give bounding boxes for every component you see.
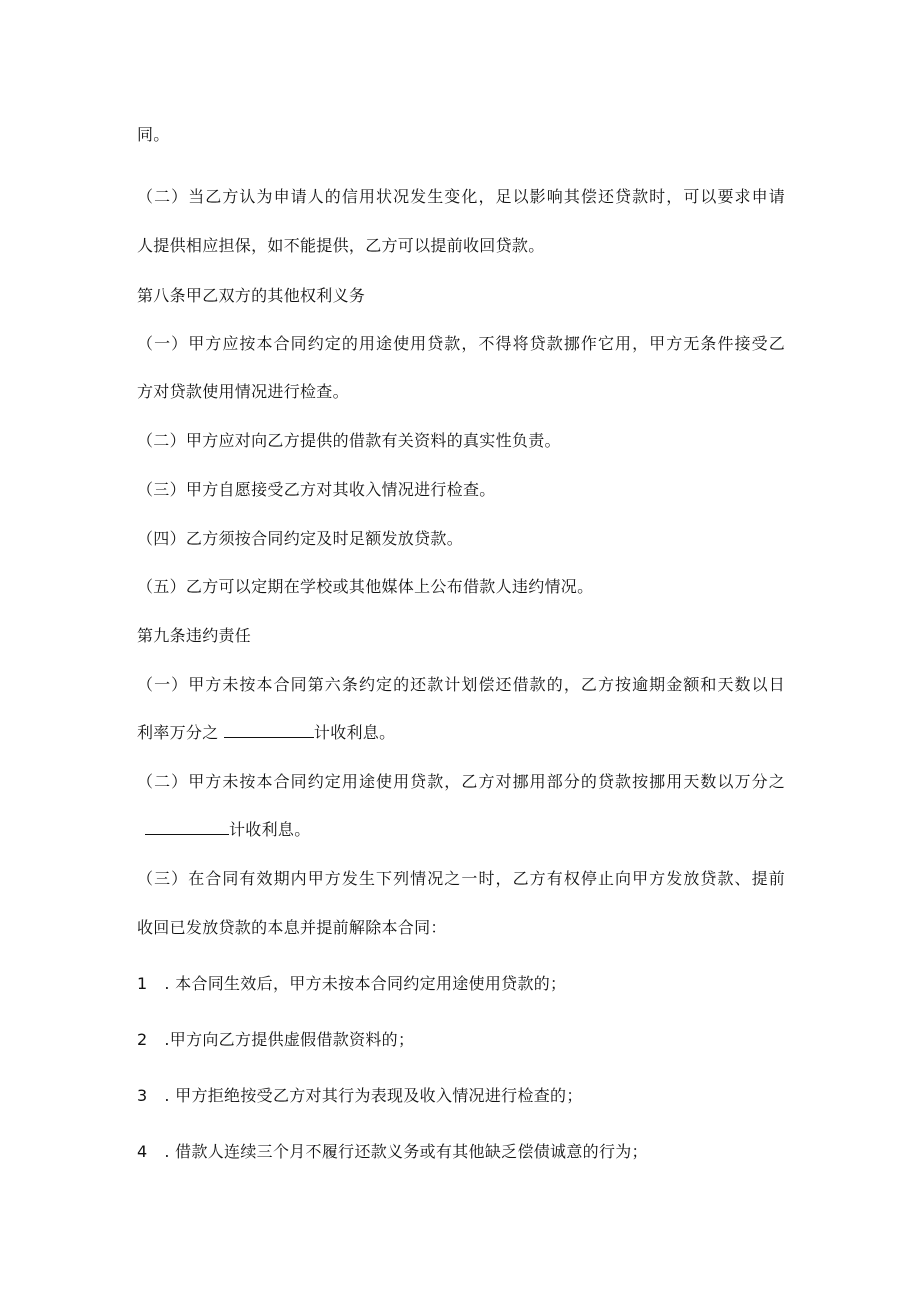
- fill-in-blank: [224, 723, 314, 738]
- text-line-with-blank: [137, 723, 395, 743]
- text-line: （五）乙方可以定期在学校或其他媒体上公布借款人违约情况。: [137, 577, 594, 596]
- list-item-text: . 本合同生效后，甲方未按本合同约定用途使用贷款的；: [159, 974, 567, 993]
- text-line: 同。: [137, 125, 170, 144]
- text-line: （二）甲方未按本合同约定用途使用贷款，乙方对挪用部分的贷款按挪用天数以万分之: [137, 772, 785, 791]
- list-item: [137, 1030, 414, 1050]
- list-number: 3: [137, 1086, 148, 1105]
- text-segment: 利率万分之: [137, 723, 224, 742]
- text-line: （四）乙方须按合同约定及时足额发放贷款。: [137, 529, 464, 548]
- text-line: 人提供相应担保，如不能提供，乙方可以提前收回贷款。: [137, 236, 545, 255]
- section-heading: 第九条违约责任: [137, 626, 252, 645]
- text-line: （三）在合同有效期内甲方发生下列情况之一时，乙方有权停止向甲方发放贷款、提前: [137, 869, 785, 888]
- text-segment: 计收利息。: [229, 820, 311, 839]
- list-number: 2: [137, 1030, 148, 1049]
- text-line: 方对贷款使用情况进行检查。: [137, 382, 349, 401]
- list-item: [137, 1086, 583, 1106]
- list-item: [137, 974, 566, 994]
- text-line: （一）甲方应按本合同约定的用途使用贷款，不得将贷款挪作它用，甲方无条件接受乙: [137, 334, 785, 353]
- list-number: 4: [137, 1142, 148, 1161]
- fill-in-blank: [145, 820, 229, 835]
- text-line: （二）当乙方认为申请人的信用状况发生变化，足以影响其偿还贷款时，可以要求申请: [137, 187, 785, 206]
- list-item-text: . 甲方拒绝按受乙方对其行为表现及收入情况进行检查的；: [159, 1086, 583, 1105]
- text-segment: 计收利息。: [313, 723, 396, 742]
- list-item-text: . 借款人连续三个月不履行还款义务或有其他缺乏偿债诚意的行为；: [159, 1142, 648, 1161]
- text-line-with-blank: [137, 820, 311, 840]
- text-line: 收回已发放贷款的本息并提前解除本合同：: [137, 918, 447, 937]
- text-line: （一）甲方未按本合同第六条约定的还款计划偿还借款的，乙方按逾期金额和天数以日: [137, 675, 785, 694]
- list-item-text: .甲方向乙方提供虚假借款资料的；: [159, 1030, 415, 1049]
- text-line: （三）甲方自愿接受乙方对其收入情况进行检查。: [137, 480, 496, 499]
- list-item: [137, 1142, 648, 1162]
- text-line: （二）甲方应对向乙方提供的借款有关资料的真实性负责。: [137, 431, 561, 450]
- section-heading: 第八条甲乙双方的其他权利义务: [137, 286, 366, 305]
- list-number: 1: [137, 974, 148, 993]
